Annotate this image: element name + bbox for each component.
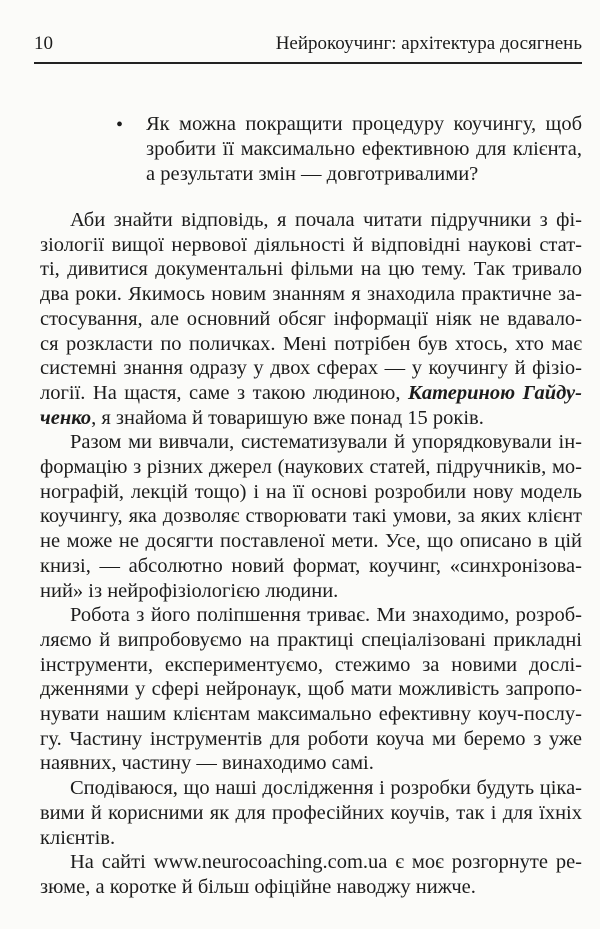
text-run: не може не досягти поставленої мети. Усе, що описано в цій [40, 530, 582, 553]
text-line [40, 554, 582, 578]
text-line [70, 776, 582, 800]
bullet-line: Як можна покращити процедуру коучингу, щоб [146, 113, 582, 135]
text-run: ний» із нейрофізіологією людини. [40, 579, 339, 602]
text-line [40, 579, 582, 603]
text-run: клієнтів. [40, 826, 116, 849]
text-run: гу. Частину інструментів для роботи коуча ми беремо з уже [40, 727, 582, 750]
emphasized-name: Катериною Гайду- [407, 381, 582, 404]
text-line [70, 603, 582, 627]
text-run: Робота з його поліпшення триває. Ми знаходимо, розроб- [70, 604, 582, 627]
emphasized-name: ченко [40, 406, 92, 429]
text-line [40, 233, 582, 257]
text-line [40, 529, 582, 553]
text-run: нувати нашим клієнтам максимально ефективну коуч-послу- [40, 703, 582, 725]
text-run: вими й корисними як для професійних коучів, так і для їхніх [40, 801, 582, 824]
running-title: Нейрокоучинг: архітектура досягнень [275, 33, 582, 54]
text-line [40, 480, 582, 504]
text-line [40, 307, 582, 331]
text-line [40, 282, 582, 306]
text-line [70, 208, 582, 232]
text-run: коучингу, яка дозволяє створювати такі умови, за яких клієнт [40, 505, 582, 528]
text-run: На сайті www.neurocoaching.com.ua є моє розгорнуте ре- [70, 851, 582, 874]
bullet-line: зробити її максимально ефективною для клієнта, [146, 138, 582, 160]
text-line [40, 257, 582, 281]
text-line [40, 677, 582, 701]
text-run: нографій, лекцій тощо) і на її основі розробили нову модель [40, 480, 582, 503]
bullet-icon: • [116, 114, 124, 136]
bullet-line: а результати змін — довготривалими? [146, 163, 479, 185]
text-run: стосування, але основний обсяг інформації ніяк не вдавало- [40, 307, 582, 330]
text-line [40, 801, 582, 825]
text-run: книзі, — абсолютно новий формат, коучинг, «синхронізова- [40, 554, 582, 577]
text-line [40, 751, 582, 775]
text-run: Аби знайти відповідь, я почала читати підручники з фі- [70, 209, 582, 231]
text-run: Сподіваюся, що наші дослідження і розробки будуть ціка- [70, 777, 582, 800]
text-run: зюме, а коротке й більш офіційне наводжу нижче. [40, 875, 476, 898]
text-line [40, 356, 582, 380]
text-line [40, 628, 582, 652]
text-run: , я знайома й товаришую вже понад 15 років. [91, 406, 484, 429]
text-run: ся розкласти по поличках. Мені потрібен був хтось, хто має [40, 332, 582, 355]
text-line [70, 430, 582, 454]
text-line [40, 727, 582, 751]
text-run: дженнями у сфері нейронаук, щоб мати можливість запропо- [40, 678, 582, 701]
text-run: ті, дивитися документальні фільми на цю тему. Так тривало [40, 258, 582, 281]
text-run: системні знання одразу у двох сферах — у коучингу й фізіо- [40, 357, 582, 380]
text-run: ляємо й випробовуємо на практиці спеціалізовані прикладні [40, 628, 582, 651]
text-run: логії. На щастя, саме з такою людиною, [40, 381, 408, 404]
text-line [40, 702, 582, 726]
text-line [40, 826, 582, 850]
text-line [40, 381, 582, 405]
text-line [40, 653, 582, 677]
text-line [40, 455, 582, 479]
text-line [70, 850, 582, 874]
text-run: Разом ми вивчали, систематизували й упорядковували ін- [70, 431, 582, 454]
text-line [40, 875, 582, 899]
text-run: зіології вищої нервової діяльності й відповідні наукові стат- [40, 233, 582, 256]
text-run: наявних, частину — винаходимо самі. [40, 752, 374, 775]
header-rule [34, 62, 582, 64]
text-run: два роки. Якимось новим знанням я знаходила практичне за- [40, 283, 582, 306]
text-line [40, 406, 582, 430]
text-line [40, 332, 582, 356]
text-line [40, 504, 582, 528]
text-run: формацію з різних джерел (наукових статей, підручників, мо- [40, 456, 582, 478]
page-number: 10 [34, 33, 53, 54]
text-run: інструменти, експериментуємо, стежимо за новими дослі- [40, 653, 582, 676]
